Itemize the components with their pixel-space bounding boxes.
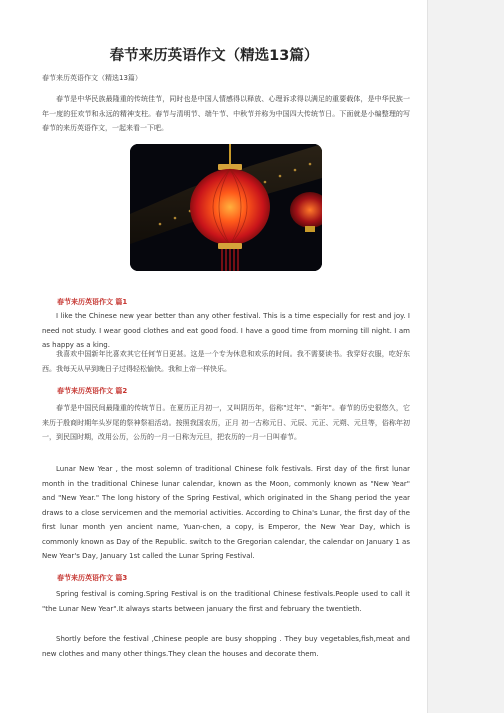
section-1-heading: 春节来历英语作文 篇1 xyxy=(57,298,128,306)
section-1-paragraph-2: 我喜欢中国新年比喜欢其它任何节日更甚。这是一个专为休息和欢乐的时间。我不需要读书。我穿好衣服，吃好东西。我每天从早到晚日子过得轻松愉快。我和上帝一样快乐。 xyxy=(42,350,410,373)
section-3-heading: 春节来历英语作文 篇3 xyxy=(57,574,128,582)
right-margin-panel xyxy=(427,0,504,713)
section-3-paragraph-1: Spring festival is coming.Spring Festival is on the traditional Chinese festivals.People used to call it "the Lunar New Year".It always starts between january the first and february the twentieth. xyxy=(42,590,410,613)
page-title: 春节来历英语作文（精选13篇） xyxy=(109,48,319,64)
section-3-paragraph-2: Shortly before the festival ,Chinese people are busy shopping . They buy vegetables,fish,meat and new clothes and many other things.They clean the houses and decorate them. xyxy=(42,635,410,658)
section-1-paragraph-1: I like the Chinese new year better than any other festival. This is a time especially for rest and joy. I need not study. I wear good clothes and eat good food. I have a good time from morning till night. I am as happy as a king. xyxy=(42,312,410,349)
section-2-paragraph-1: 春节是中国民间最隆重的传统节日。在夏历正月初一，又叫阴历年，俗称"过年"、"新年"。春节的历史很悠久，它来历于殷商时期年头岁尾的祭神祭祖活动。按照我国农历，正月 初一古称元日、元辰、元正、元朔、元旦等，俗称年初一，到民国时期，改用公历，公历的一月一日称为元旦，把农历的一月一日叫春节。 xyxy=(42,404,410,441)
red-lantern-photo-icon xyxy=(130,144,322,271)
section-2-paragraph-2: Lunar New Year , the most solemn of traditional Chinese folk festivals. First day of the first lunar month in the traditional Chinese lunar calendar, known as the Moon, commonly known as "New Year" and "New Year." The long history of the Spring Festival, which originated in the Shang period the year draws to a close servicemen and the memorial activities. According to China's Lunar, the first day of the first lunar month yen ancient name, Yuan-chen, a copy, is Emperor, the New Year Day, which is commonly known as Day of the Republic. switch to the Gregorian calendar, the calendar on January 1 as New Year's Day, January 1st called the Lunar Spring Festival. xyxy=(42,465,410,560)
section-2-heading: 春节来历英语作文 篇2 xyxy=(57,387,128,395)
intro-paragraph: 春节是中华民族最隆重的传统佳节，同时也是中国人情感得以释放、心理诉求得以满足的重要载体，是中华民族一年一度的狂欢节和永远的精神支柱。春节与清明节、端午节、中秋节并称为中国四大传统节日。下面就是小编整理的写春节的来历英语作文，一起来看一下吧。 xyxy=(42,95,410,132)
red-lantern-photo xyxy=(130,144,322,271)
document-subtitle: 春节来历英语作文（精选13篇） xyxy=(42,74,142,82)
